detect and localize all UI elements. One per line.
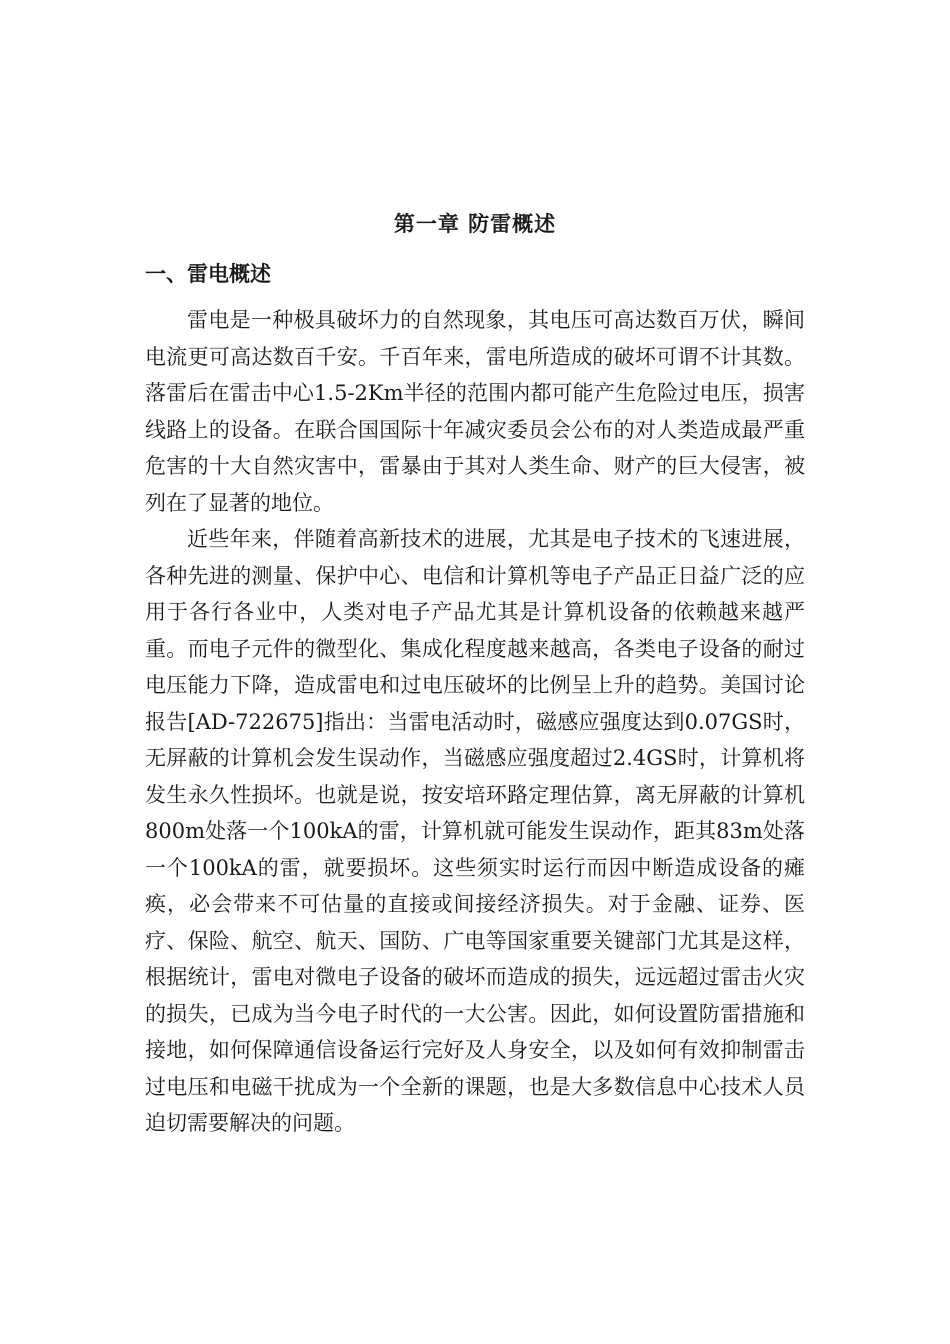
chapter-title: 第一章 防雷概述 <box>393 212 557 236</box>
section-heading: 一、雷电概述 <box>145 262 271 286</box>
paragraph-electronics-impact: 近些年来，伴随着高新技术的进展，尤其是电子技术的飞速进展，各种先进的测量、保护中心、电信和计算机等电子产品正日益广泛的应用于各行各业中，人类对电子产品尤其是计算机设备的依赖越来越严重。而电子元件的微型化、集成化程度越来越高，各类电子设备的耐过电压能力下降，造成雷电和过电压破坏的比例呈上升的趋势。美国讨论报告[AD-722675]指出：当雷电活动时，磁感应强度达到0.07GS时，无屏蔽的计算机会发生误动作，当磁感应强度超过2.4GS时，计算机将发生永久性损坏。也就是说，按安培环路定理估算，离无屏蔽的计算机800m处落一个100kA的雷，计算机就可能发生误动作，距其83m处落一个100kA的雷，就要损坏。这些须实时运行而因中断造成设备的瘫痪，必会带来不可估量的直接或间接经济损失。对于金融、证券、医疗、保险、航空、航天、国防、广电等国家重要关键部门尤其是这样，根据统计，雷电对微电子设备的破坏而造成的损失，远远超过雷击火灾的损失，已成为当今电子时代的一大公害。因此，如何设置防雷措施和接地，如何保障通信设备运行完好及人身安全，以及如何有效抑制雷击过电压和电磁干扰成为一个全新的课题，也是大多数信息中心技术人员迫切需要解决的问题。 <box>145 527 805 1135</box>
paragraph-lightning-overview: 雷电是一种极具破坏力的自然现象，其电压可高达数百万伏，瞬间电流更可高达数百千安。千百年来，雷电所造成的破坏可谓不计其数。落雷后在雷击中心1.5-2Km半径的范围内都可能产生危险过电压，损害线路上的设备。在联合国国际十年减灾委员会公布的对人类造成最严重危害的十大自然灾害中，雷暴由于其对人类生命、财产的巨大侵害，被列在了显著的地位。 <box>145 308 805 515</box>
body-text <box>145 302 805 1142</box>
